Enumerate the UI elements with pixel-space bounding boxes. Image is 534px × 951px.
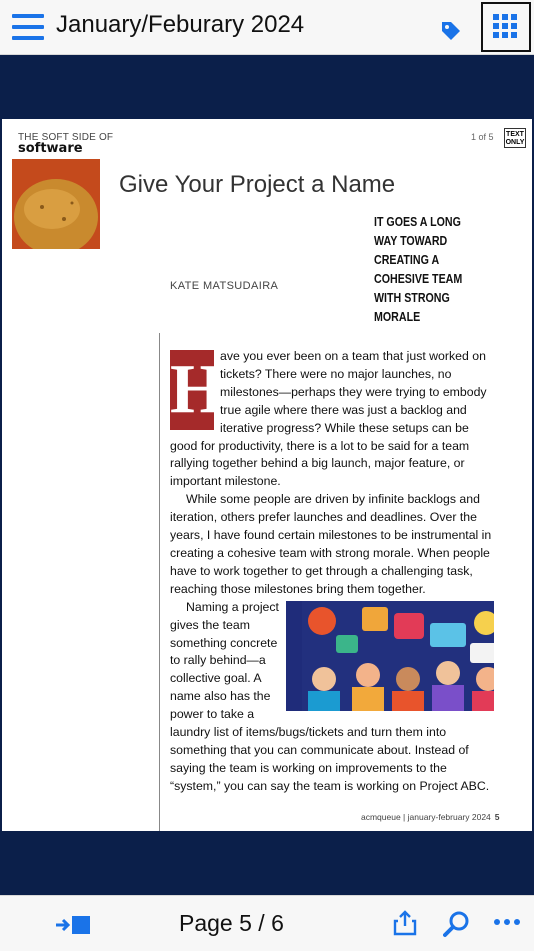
pull-quote-line: IT GOES A LONG [374,214,461,229]
article-body [170,348,494,796]
text-only-label-1: TEXT [506,131,524,138]
tag-icon[interactable] [440,20,462,42]
bottom-toolbar [0,895,534,951]
pull-quote-line: WITH STRONG [374,290,450,305]
arrow-to-panel-icon[interactable] [56,915,92,935]
text-only-button[interactable] [504,128,526,148]
page-footer [361,812,500,822]
article-paragraph [170,599,494,796]
text-only-label-2: ONLY [505,139,525,146]
article-paragraph [170,348,494,491]
pull-quote-line: CREATING A [374,252,440,267]
paragraph-text: Naming a project gives the team something concrete to rally behind—a collective goal. A name also has the power to take a laundry list of items/bugs/tickets and turn them into something that you can communicate about. Instead of saying the team is working on improvements to the “system,” you can say the team is working on Project ABC. [170,599,490,793]
hamburger-menu-icon[interactable] [12,13,44,41]
share-icon[interactable] [392,910,418,936]
more-options-icon[interactable] [494,919,522,927]
magazine-page [2,119,532,831]
drop-cap: H [170,351,225,428]
column-brand-main: software [18,141,83,156]
team-illustration [286,601,494,711]
pull-quote-line: MORALE [374,309,421,324]
page-count: 1 of 5 [471,132,494,142]
pull-quote-line: WAY TOWARD [374,233,448,248]
top-toolbar [0,0,534,55]
search-icon[interactable] [443,910,471,938]
column-brand-top: THE SOFT SIDE OF [18,132,114,143]
footer-text: acmqueue | january-february 2024 [361,812,491,822]
page-indicator: Page 5 / 6 [179,910,284,936]
grid-view-icon[interactable] [481,2,531,52]
paragraph-text: ave you ever been on a team that just worked on tickets? There were no major launches, no milestones—perhaps they were trying to embody true agile where there was just a backlog and iterative progress? While these setups can be good for productivity, there is a lot to be said for a team rallying together behind a big launch, major feature, or important milestone. [170,349,487,489]
document-title: January/Feburary 2024 [56,11,305,38]
column-photo [12,159,100,249]
article-title: Give Your Project a Name [119,171,396,198]
column-divider [159,333,160,831]
footer-page-number: 5 [494,812,500,822]
author-name: KATE MATSUDAIRA [170,280,279,292]
pull-quote [374,212,463,326]
pull-quote-line: COHESIVE TEAM [374,271,463,286]
article-paragraph: While some people are driven by infinite backlogs and iteration, others prefer launches and deadlines. Over the years, I have found certain milestones to be instrumental in creating a cohesive team with strong morale. When people have to work together to get through a challenging task, reaching those milestones bring them together. [170,492,492,596]
